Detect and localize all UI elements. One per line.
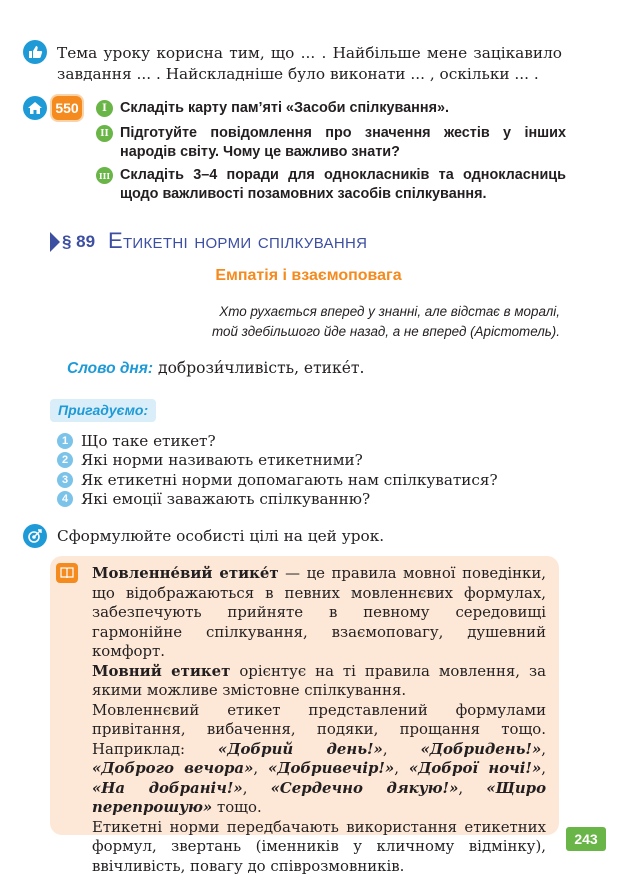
exercise-number-badge: 550 (52, 96, 82, 120)
question-text: Які емоції заважають спілкуванню? (81, 490, 371, 509)
term: Мовний етикет (92, 661, 231, 680)
example: «Сердечно дякую!» (270, 778, 459, 797)
section-number: § 89 (62, 232, 96, 251)
term-definition: — це правила мовної поведінки, що відображаються в певних мовленнєвих формулах, забезпечують прийняте в певному середовищі гармонійне спілкування, взаємоповагу, душевний комфорт. (92, 564, 546, 660)
definition-paragraph: Мовленнєвий етикет представлений формулами привітання, вибачення, подяки, прощання тощо. Наприклад: «Добрий день!», «Добридень!», «Доброго вечора», «Добривечір!», «Доброї ночі!», «На добраніч!», «Сердечно дякую!», «Щиро перепрошую» тощо. (92, 700, 547, 816)
term-definition: орієнтує на ті правила мовлення, за якими можливе змістовне спілкування. (92, 661, 546, 699)
target-icon (23, 524, 47, 548)
section-arrow-icon (50, 232, 60, 252)
question-number: 3 (57, 472, 73, 488)
definition-paragraph (92, 564, 546, 662)
definition-text (92, 564, 546, 876)
word-of-day (67, 359, 364, 378)
goal-text: Сформулюйте особисті цілі на цей урок. (57, 527, 385, 545)
book-icon (56, 563, 78, 583)
homework-text: Складіть 3–4 поради для однокласників та однокласниць щодо важливості позамовних засобів спілкування. (120, 167, 566, 202)
word-of-day-words: добрози́чливість, етике́т. (158, 359, 365, 377)
home-icon (23, 96, 47, 120)
examples-end: тощо. (212, 798, 262, 816)
definition-paragraph (92, 662, 546, 701)
section-marker (50, 232, 96, 252)
epigraph (150, 302, 560, 342)
example: «Добридень!» (420, 739, 542, 758)
list-item (57, 451, 498, 471)
word-of-day-label: Слово дня (67, 360, 148, 377)
homework-item-1 (96, 99, 566, 118)
example: «На добраніч!» (92, 778, 243, 797)
list-item (57, 490, 498, 510)
reflection-text: Тема уроку корисна тим, що ... . Найбільше мене зацікавило завдання ... . Найскладніше було виконати ... , оскільки ... . (57, 44, 562, 83)
question-text: Як етикетні норми допомагають нам спілкуватися? (81, 470, 498, 489)
page-number: 243 (566, 827, 606, 851)
level-marker: II (96, 125, 113, 142)
level-marker: I (96, 100, 113, 117)
recall-questions (57, 431, 498, 509)
definition-paragraph: Етикетні норми передбачають використання етикетних формул, звертань (іменників у кличному відмінку), ввічливість, повагу до співрозмовників. (92, 817, 546, 875)
homework-item-3 (96, 166, 566, 204)
word-of-day-colon: : (147, 360, 154, 377)
term: Мовленне́вий етике́т (92, 564, 279, 582)
list-item (57, 470, 498, 490)
example: «Щиро перепрошую» (92, 778, 547, 816)
example: «Добривечір!» (267, 759, 395, 777)
recall-label: Пригадуємо: (50, 399, 156, 422)
example: «Доброї ночі!» (408, 759, 542, 777)
question-number: 1 (57, 433, 73, 449)
example: «Доброго вечора» (92, 759, 254, 777)
question-text: Які норми називають етикетними? (81, 451, 363, 470)
question-number: 4 (57, 491, 73, 507)
homework-text: Складіть карту пам’яті «Засоби спілкування». (120, 100, 449, 116)
level-marker: III (96, 167, 113, 184)
epigraph-line: Хто рухається вперед у знанні, але відстає в моралі, (219, 304, 560, 319)
section-subtitle: Емпатія і взаємоповага (215, 267, 402, 284)
section-title: Етикетні норми спілкування (108, 228, 368, 253)
epigraph-line: той здебільшого йде назад, а не вперед (Арістотель). (212, 324, 560, 339)
question-text: Що таке етикет? (81, 431, 216, 450)
question-number: 2 (57, 452, 73, 468)
homework-item-2 (96, 124, 566, 162)
thumbs-up-icon (23, 40, 47, 64)
example: «Добрий день!» (217, 739, 383, 758)
examples-intro: Мовленнєвий етикет представлений формулами привітання, вибачення, подяки, прощання тощо. Наприклад: (92, 700, 546, 758)
list-item (57, 431, 498, 451)
homework-text: Підготуйте повідомлення про значення жестів у інших народів світу. Чому це важливо знати? (120, 125, 566, 160)
